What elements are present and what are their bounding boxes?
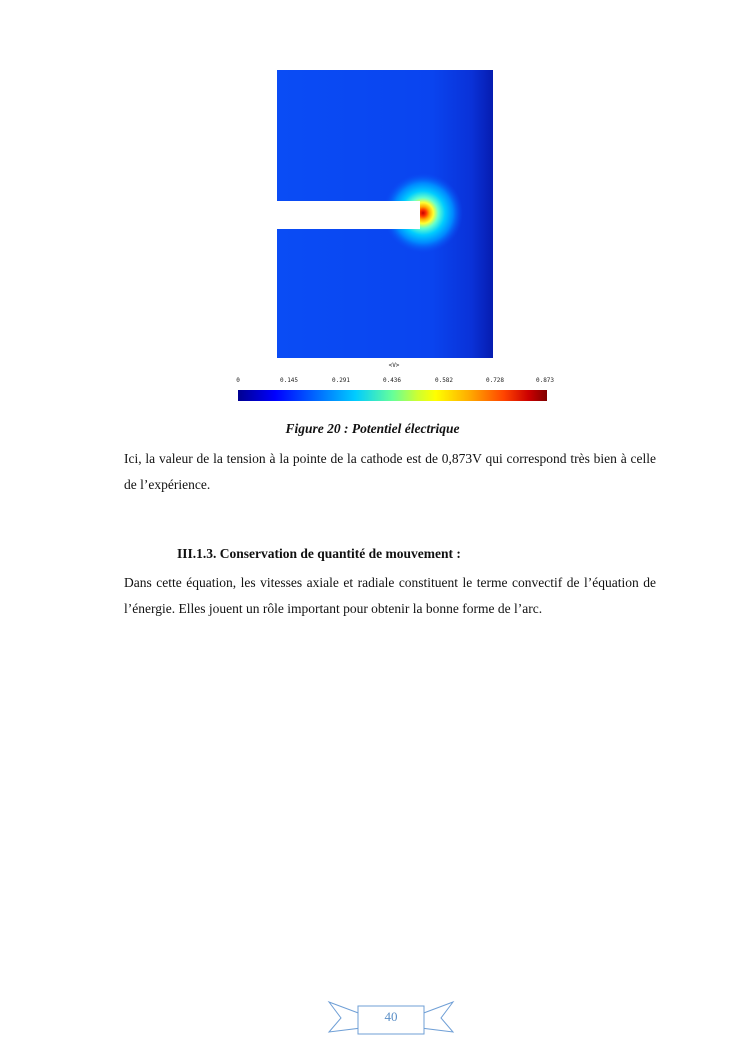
potential-field-plot [277, 70, 493, 358]
figure-caption: Figure 20 : Potentiel électrique [285, 421, 460, 436]
body-paragraph: Ici, la valeur de la tension à la pointe de la cathode est de 0,873V qui correspond très bien à celle de l’expérience. [124, 451, 656, 492]
colorbar-tick: 0.291 [331, 377, 351, 384]
colorbar-tick: 0.436 [382, 377, 402, 384]
colorbar-unit: <V> [388, 362, 400, 369]
potential-field-figure [277, 70, 493, 358]
section-paragraph: Dans cette équation, les vitesses axiale et radiale constituent le terme convectif de l’équation de l’énergie. Elles jouent un rôle important pour obtenir la bonne forme de l’arc. [124, 575, 656, 616]
colorbar-gradient [238, 390, 547, 401]
page-number: 40 [384, 1009, 398, 1024]
colorbar-tick: 0.728 [485, 377, 505, 384]
page-footer [327, 998, 455, 1038]
section-heading: III.1.3. Conservation de quantité de mouvement : [177, 546, 461, 561]
colorbar-tick: 0.582 [434, 377, 454, 384]
colorbar-tick: 0.873 [535, 377, 555, 384]
cathode-electrode [277, 201, 420, 229]
colorbar-tick: 0 [236, 377, 240, 384]
colorbar-tick: 0.145 [279, 377, 299, 384]
colorbar-legend [232, 362, 556, 406]
